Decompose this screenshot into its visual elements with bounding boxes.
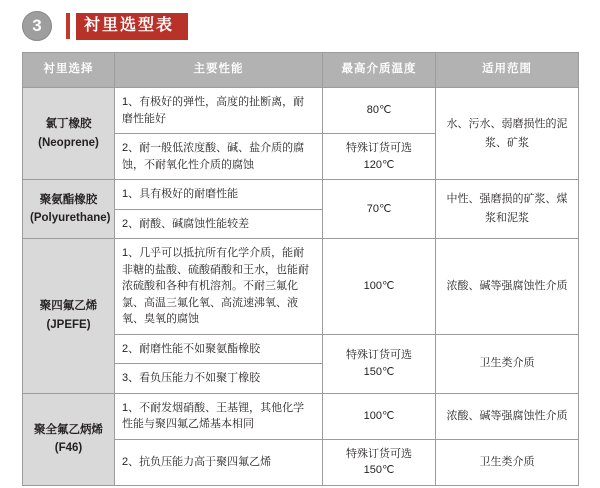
max-temperature-cell: 70℃ bbox=[323, 180, 436, 239]
lining-name-cell: 氯丁橡胶 (Neoprene) bbox=[23, 88, 115, 180]
column-header-max-temp: 最高介质温度 bbox=[323, 53, 436, 88]
lining-name-cell: 聚氨酯橡胶 (Polyurethane) bbox=[23, 180, 115, 239]
scope-cell: 中性、强磨损的矿浆、煤浆和泥浆 bbox=[436, 180, 579, 239]
max-temperature-cell: 100℃ bbox=[323, 393, 436, 439]
performance-cell: 1、不耐发烟硝酸、王基锂，其他化学性能与聚四氟乙烯基本相同 bbox=[115, 393, 323, 439]
page-title: 衬里选型表 bbox=[76, 13, 188, 40]
table-body bbox=[23, 88, 579, 486]
column-header-performance: 主要性能 bbox=[115, 53, 323, 88]
table-row bbox=[23, 88, 579, 134]
title-accent-bar bbox=[66, 13, 70, 39]
lining-name-cell: 聚四氟乙烯 (JPEFE) bbox=[23, 239, 115, 394]
table-row bbox=[23, 180, 579, 210]
performance-cell: 2、耐酸、碱腐蚀性能较差 bbox=[115, 209, 323, 239]
scope-cell: 卫生类介质 bbox=[436, 439, 579, 485]
scope-cell: 浓酸、碱等强腐蚀性介质 bbox=[436, 239, 579, 335]
max-temperature-cell: 100℃ bbox=[323, 239, 436, 335]
scope-cell: 浓酸、碱等强腐蚀性介质 bbox=[436, 393, 579, 439]
performance-cell: 1、有极好的弹性，高度的扯断离，耐磨性能好 bbox=[115, 88, 323, 134]
section-number-badge: 3 bbox=[22, 11, 52, 41]
title-wrap bbox=[66, 13, 188, 40]
max-temperature-cell: 特殊订货可选 120℃ bbox=[323, 134, 436, 180]
performance-cell: 2、抗负压能力高于聚四氟乙烯 bbox=[115, 439, 323, 485]
column-header-lining: 衬里选择 bbox=[23, 53, 115, 88]
performance-cell: 2、耐磨性能不如聚氨酯橡胶 bbox=[115, 334, 323, 364]
lining-name-cell: 聚全氟乙炳烯 (F46) bbox=[23, 393, 115, 485]
performance-cell: 1、具有极好的耐磨性能 bbox=[115, 180, 323, 210]
table-row bbox=[23, 393, 579, 439]
performance-cell: 2、耐一般低浓度酸、碱、盐介质的腐蚀，不耐氧化性介质的腐蚀 bbox=[115, 134, 323, 180]
performance-cell: 3、看负压能力不如聚丁橡胶 bbox=[115, 364, 323, 394]
page-header bbox=[22, 10, 188, 42]
performance-cell: 1、几乎可以抵抗所有化学介质，能耐非糖的盐酸、硫酸硝酸和王水，也能耐浓硫酸和各种有机溶剂。不耐三氟化氯、高温三氟化氧、高流速沸氧、液氧、臭氧的腐蚀 bbox=[115, 239, 323, 335]
max-temperature-cell: 80℃ bbox=[323, 88, 436, 134]
table-row bbox=[23, 239, 579, 335]
scope-cell: 卫生类介质 bbox=[436, 334, 579, 393]
max-temperature-cell: 特殊订货可选 150℃ bbox=[323, 439, 436, 485]
column-header-scope: 适用范围 bbox=[436, 53, 579, 88]
scope-cell: 水、污水、弱磨损性的泥浆、矿浆 bbox=[436, 88, 579, 180]
lining-selection-table bbox=[22, 52, 579, 486]
max-temperature-cell: 特殊订货可选 150℃ bbox=[323, 334, 436, 393]
table-header-row bbox=[23, 53, 579, 88]
